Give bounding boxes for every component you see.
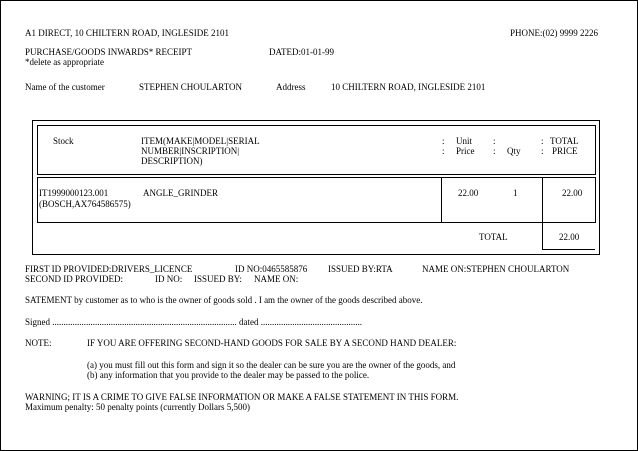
- header-sep-1: :: [442, 136, 445, 146]
- header-qty: Qty: [507, 146, 521, 156]
- header-total: TOTAL: [550, 136, 579, 146]
- form-date: DATED:01-01-99: [269, 47, 334, 57]
- header-sep-2b: :: [493, 146, 496, 156]
- row-stock-serial: (BOSCH,AX764586575): [39, 199, 131, 209]
- total-label: TOTAL: [479, 232, 508, 242]
- table-divider-2: [542, 178, 543, 250]
- row-item: ANGLE_GRINDER: [143, 188, 218, 198]
- note-heading: IF YOU ARE OFFERING SECOND-HAND GOODS FOR SALE BY A SECOND HAND DEALER:: [87, 338, 457, 348]
- row-unit-price: 22.00: [458, 188, 479, 198]
- owner-statement: SATEMENT by customer as to who is the owner of goods sold . I am the owner of the goods described above.: [25, 295, 423, 305]
- header-stock: Stock: [53, 136, 74, 146]
- header-sep-1b: :: [442, 146, 445, 156]
- customer-address-value: 10 CHILTERN ROAD, INGLESIDE 2101: [331, 82, 486, 92]
- total-bottom-line: [542, 249, 595, 250]
- note-item-b: (b) any information that you provide to the dealer may be passed to the police.: [87, 370, 370, 380]
- header-item-line2: NUMBER|INSCRIPTION|: [141, 146, 240, 156]
- first-id-provided: FIRST ID PROVIDED:DRIVERS_LICENCE: [25, 264, 193, 274]
- customer-address-label: Address: [276, 82, 306, 92]
- second-id-provided: SECOND ID PROVIDED:: [25, 274, 124, 284]
- form-title: PURCHASE/GOODS INWARDS* RECEIPT: [25, 47, 193, 57]
- second-id-name-on: NAME ON:: [254, 274, 299, 284]
- row-total: 22.00: [562, 188, 583, 198]
- signature-line: Signed .................................................................................. dated .............................................: [25, 317, 362, 327]
- delete-note: *delete as appropriate: [25, 57, 104, 67]
- table-divider-1: [441, 178, 442, 222]
- header-total-price: PRICE: [552, 146, 578, 156]
- header-unit: Unit: [456, 136, 473, 146]
- header-price: Price: [456, 146, 475, 156]
- warning-text: WARNING; IT IS A CRIME TO GIVE FALSE INFORMATION OR MAKE A FALSE STATEMENT IN THIS FORM.: [25, 392, 459, 402]
- first-id-name-on: NAME ON:STEPHEN CHOULARTON: [422, 264, 570, 274]
- row-qty: 1: [513, 188, 518, 198]
- header-sep-2: :: [493, 136, 496, 146]
- total-value: 22.00: [559, 232, 580, 242]
- second-id-number: ID NO:: [155, 274, 183, 284]
- customer-name-value: STEPHEN CHOULARTON: [139, 82, 243, 92]
- header-item-line3: DESCRIPTION): [141, 156, 203, 166]
- header-sep-3b: :: [541, 146, 544, 156]
- header-sep-3: :: [541, 136, 544, 146]
- company-address: A1 DIRECT, 10 CHILTERN ROAD, INGLESIDE 2101: [25, 28, 229, 38]
- warning-penalty: Maximum penalty: 50 penalty points (currently Dollars 5,500): [25, 402, 250, 412]
- company-phone: PHONE:(02) 9999 2226: [510, 28, 598, 38]
- customer-name-label: Name of the customer: [25, 82, 105, 92]
- first-id-issued-by: ISSUED BY:RTA: [328, 264, 393, 274]
- second-id-issued-by: ISSUED BY:: [194, 274, 242, 284]
- header-item-line1: ITEM(MAKE|MODEL|SERIAL: [141, 136, 260, 146]
- row-stock-code: IT1999000123.001: [39, 188, 109, 198]
- note-item-a: (a) you must fill out this form and sign it so the dealer can be sure you are the owner of the goods, and: [87, 360, 456, 370]
- note-label: NOTE:: [25, 338, 52, 348]
- first-id-number: ID NO:0465585876: [235, 264, 308, 274]
